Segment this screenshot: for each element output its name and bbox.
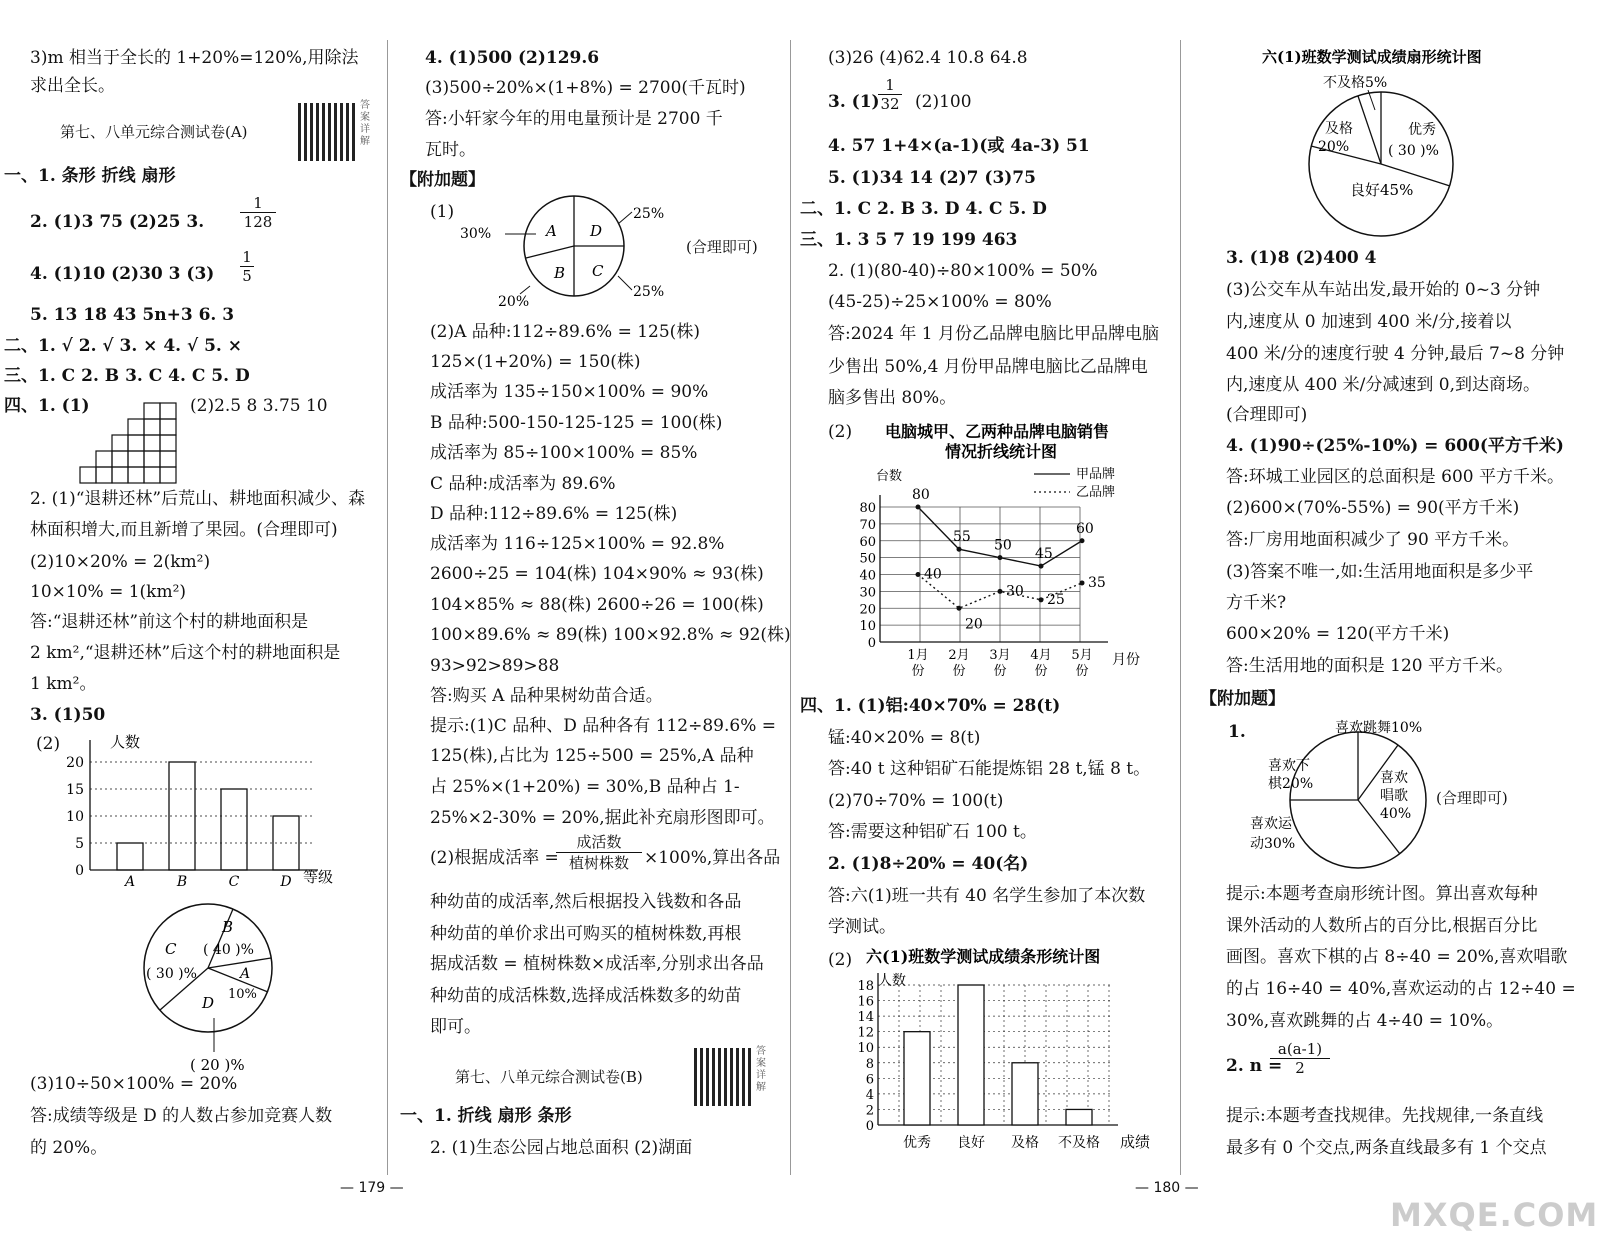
y-tick-label: 10 <box>66 809 84 825</box>
y-tick-label: 6 <box>865 1072 874 1088</box>
text-line: (2)A 品种:112÷89.6% = 125(株) <box>430 322 700 342</box>
stair-square <box>160 403 176 419</box>
bar-c-title: 六(1)班数学测试成绩条形统计图 <box>866 947 1101 966</box>
stair-square <box>144 451 160 467</box>
qr-code <box>298 103 356 161</box>
text-line: 成活率为 85÷100×100% = 85% <box>430 443 698 463</box>
line-c-legend1: 甲品牌 <box>1076 467 1116 482</box>
hint-line: (2)根据成活率 = <box>430 848 559 868</box>
text-line: 答:小轩家今年的用电量预计是 2700 千 <box>425 109 723 129</box>
pie-a-pct-a: 10% <box>228 987 257 1002</box>
answer-line: 四、1. (1) <box>4 396 90 416</box>
x-tick-label: D <box>280 874 292 890</box>
hint-line: 种幼苗的成活率,然后根据投入钱数和各品 <box>430 892 742 912</box>
text-line: (3)公交车从车站出发,最开始的 0~3 分钟 <box>1226 280 1541 300</box>
stair-square <box>128 435 144 451</box>
text-line: 400 米/分的速度行驶 4 分钟,最后 7~8 分钟 <box>1226 344 1565 364</box>
stair-square <box>144 403 160 419</box>
x-tick-label: 1月 <box>907 648 929 663</box>
data-point <box>1080 580 1085 585</box>
qr-label: 答案详解 <box>756 1046 766 1093</box>
fraction-denominator: 5 <box>240 266 254 285</box>
stair-square <box>128 451 144 467</box>
stair-square <box>112 435 128 451</box>
fraction-denominator: 植树株数 <box>556 852 642 873</box>
text-line: D 品种:112÷89.6% = 125(株) <box>430 504 678 524</box>
hint-line: 提示:(1)C 品种、D 品种各有 112÷89.6% = <box>430 716 777 736</box>
y-tick-label: 0 <box>75 863 84 879</box>
y-tick-label: 60 <box>859 534 876 550</box>
answer-line: 3. (1)8 (2)400 4 <box>1226 248 1377 268</box>
answer-line: 二、1. C 2. B 3. D 4. C 5. D <box>800 199 1047 219</box>
hint-line: 25%×2-30% = 20%,据此补充扇形图即可。 <box>430 808 775 828</box>
fraction <box>240 248 254 285</box>
x-tick-label: 良好 <box>957 1135 985 1151</box>
hint-line: 30%,喜欢跳舞的占 4÷40 = 10%。 <box>1226 1011 1504 1031</box>
text-line: (3)500÷20%×(1+8%) = 2700(千瓦时) <box>425 78 746 98</box>
hint-line: 画图。喜欢下棋的占 8÷40 = 20%,喜欢唱歌 <box>1226 947 1568 967</box>
pie-d-title: 六(1)班数学测试成绩扇形统计图 <box>1262 48 1482 66</box>
x-tick-label: A <box>124 874 136 890</box>
answer-line: 2. (1)8÷20% = 40(名) <box>828 854 1029 874</box>
text-line: 的 20%。 <box>30 1138 108 1158</box>
pie-chart-e <box>1240 718 1440 878</box>
note: (合理即可) <box>1436 789 1508 807</box>
pie-e-chess-2: 棋20% <box>1268 776 1314 792</box>
bar-c-xlabel: 成绩 <box>1120 1133 1151 1151</box>
fraction-denominator: 128 <box>240 212 276 231</box>
page-number: 180 <box>1153 1180 1181 1196</box>
page-number: 179 <box>358 1180 386 1196</box>
text-line: (1) <box>430 202 455 222</box>
data-label: 30 <box>1006 583 1024 600</box>
text-line: 93>92>89>88 <box>430 656 560 676</box>
answer-line: 4. 57 1+4×(a-1)(或 4a-3) 51 <box>828 136 1090 156</box>
text-line: (2) <box>828 422 853 442</box>
text-line: 104×85% ≈ 88(株) 2600÷26 = 100(株) <box>430 595 764 615</box>
answer-line: (2)100 <box>915 92 972 112</box>
text-line: 答:环城工业园区的总面积是 600 平方千米。 <box>1226 467 1564 487</box>
y-tick-label: 0 <box>865 1119 874 1134</box>
line-c-ylabel: 台数 <box>876 469 903 484</box>
stair-square <box>96 451 112 467</box>
x-tick-label: 及格 <box>1011 1135 1039 1151</box>
text-line: 100×89.6% ≈ 89(株) 100×92.8% ≈ 92(株) <box>430 625 791 645</box>
stair-square <box>144 419 160 435</box>
pie-d-good: 良好45% <box>1350 181 1414 199</box>
data-point <box>957 547 962 552</box>
stair-square <box>128 467 144 483</box>
text-line: 脑多售出 80%。 <box>828 388 957 408</box>
text-line: (2) <box>36 734 61 754</box>
bar-a-xlabel: 等级 <box>303 868 334 886</box>
answer-line: 四、1. (1)铝:40×70% = 28(t) <box>800 696 1061 716</box>
answer-line: 3. (1)50 <box>30 705 106 725</box>
fraction <box>1270 1040 1330 1077</box>
pie-e-dance: 喜欢跳舞10% <box>1335 720 1423 736</box>
x-tick-label: 份 <box>1075 664 1089 679</box>
text-line: 内,速度从 400 米/分减速到 0,到达商场。 <box>1226 375 1541 395</box>
y-tick-label: 2 <box>865 1103 874 1119</box>
fraction-numerator: a(a-1) <box>1277 1040 1323 1058</box>
bar <box>958 985 984 1125</box>
stair-square <box>160 467 176 483</box>
column-divider <box>387 40 388 1175</box>
data-point <box>916 572 921 577</box>
bar <box>1066 1109 1092 1125</box>
line-c-xlabel: 月份 <box>1112 652 1140 668</box>
hint-line: 课外活动的人数所占的百分比,根据百分比 <box>1226 916 1538 936</box>
hint-line: ×100%,算出各品 <box>644 848 781 868</box>
section-title-a: 第七、八单元综合测试卷(A) <box>60 123 248 141</box>
y-tick-label: 8 <box>865 1056 874 1072</box>
data-point <box>998 589 1003 594</box>
column-divider <box>790 40 791 1175</box>
page-number-left: — 179 — <box>340 1180 404 1196</box>
stair-square <box>80 467 96 483</box>
hint-line: 种幼苗的单价求出可购买的植树株数,再根 <box>430 924 742 944</box>
answer-line: 2. (1)3 75 (2)25 3. <box>30 212 205 232</box>
x-tick-label: 份 <box>952 664 966 679</box>
text-line: 10×10% = 1(km²) <box>30 582 187 602</box>
section-title-b: 第七、八单元综合测试卷(B) <box>455 1068 643 1086</box>
bar-c-ylabel: 人数 <box>878 973 906 989</box>
pie-b-label-25b: 25% <box>633 284 665 300</box>
note: (合理即可) <box>686 238 758 256</box>
pie-e-sing-2: 唱歌 <box>1380 788 1408 804</box>
qr-label: 答案详解 <box>360 100 370 147</box>
y-tick-label: 20 <box>859 602 876 618</box>
text-line: (45-25)÷25×100% = 80% <box>828 292 1052 312</box>
y-tick-label: 10 <box>859 619 876 635</box>
pie-d-exc-pct: ( 30 )% <box>1388 143 1439 159</box>
bar <box>1012 1063 1038 1125</box>
data-label: 40 <box>924 566 942 583</box>
data-point <box>1039 564 1044 569</box>
pie-b-label-d: D <box>590 222 603 240</box>
pie-a-label-d: D <box>202 994 215 1012</box>
pie-chart-a <box>130 900 290 1080</box>
pie-d-pass-pct: 20% <box>1318 139 1350 155</box>
answer-line: 5. (1)34 14 (2)7 (3)75 <box>828 168 1036 188</box>
y-tick-label: 14 <box>857 1010 874 1026</box>
line-c-title1: 电脑城甲、乙两种品牌电脑销售 <box>885 422 1110 441</box>
pie-b-label-30: 30% <box>460 226 492 242</box>
pie-a-label-a: A <box>240 966 251 982</box>
pie-a-pct-b: ( 40 )% <box>203 942 254 958</box>
hint-line: 种幼苗的成活株数,选择成活株数多的幼苗 <box>430 986 742 1006</box>
stair-square <box>160 419 176 435</box>
y-tick-label: 0 <box>867 636 876 651</box>
y-tick-label: 50 <box>859 551 876 567</box>
text-line: 成活率为 116÷125×100% = 92.8% <box>430 534 725 554</box>
text-line: 2. (1)生态公园占地总面积 (2)湖面 <box>430 1138 693 1158</box>
text-line: (3)答案不唯一,如:生活用地面积是多少平 <box>1226 562 1534 582</box>
column-divider <box>1180 40 1181 1175</box>
x-tick-label: 不及格 <box>1058 1135 1100 1151</box>
pie-e-chess-1: 喜欢下 <box>1268 758 1310 774</box>
text-line: (3)26 (4)62.4 10.8 64.8 <box>828 48 1028 68</box>
y-tick-label: 5 <box>75 836 84 852</box>
y-tick-label: 10 <box>857 1041 874 1057</box>
hint-line: 提示:本题考查扇形统计图。算出喜欢每种 <box>1226 884 1538 904</box>
bonus-heading: 【附加题】 <box>1200 689 1285 709</box>
text-line: B 品种:500-150-125-125 = 100(株) <box>430 413 723 433</box>
y-tick-label: 40 <box>859 568 876 584</box>
fraction-numerator: 1 <box>242 248 252 266</box>
text-line: 3)m 相当于全长的 1+20%=120%,用除法 <box>30 48 359 68</box>
x-tick-label: 3月 <box>989 648 1011 663</box>
x-tick-label: 5月 <box>1071 648 1093 663</box>
answer-line: 一、1. 条形 折线 扇形 <box>4 166 176 186</box>
pie-e-sport-2: 动30% <box>1250 836 1296 852</box>
text-line: (2)600×(70%-55%) = 90(平方千米) <box>1226 498 1520 518</box>
y-tick-label: 30 <box>859 585 876 601</box>
pie-a-pct-c: ( 30 )% <box>146 966 197 982</box>
text-line: 答:“退耕还林”前这个村的耕地面积是 <box>30 612 309 632</box>
answer-line: 三、1. 3 5 7 19 199 463 <box>800 230 1018 250</box>
data-label: 45 <box>1035 546 1053 563</box>
bonus-heading: 【附加题】 <box>400 170 485 190</box>
text-line: (2)10×20% = 2(km²) <box>30 552 211 572</box>
stair-square <box>96 467 112 483</box>
text-line: 2600÷25 = 104(株) 104×90% ≈ 93(株) <box>430 564 764 584</box>
bar <box>117 843 143 870</box>
answer-line: 3. (1) <box>828 92 880 112</box>
text-line: 答:需要这种铝矿石 100 t。 <box>828 822 1037 842</box>
fraction-denominator: 2 <box>1270 1058 1330 1077</box>
data-point <box>1039 597 1044 602</box>
text-line: 答:2024 年 1 月份乙品牌电脑比甲品牌电脑 <box>828 324 1160 344</box>
y-tick-label: 70 <box>859 517 876 533</box>
text-line: 求出全长。 <box>30 76 115 96</box>
answer-line: 2. n = <box>1226 1056 1283 1076</box>
data-point <box>916 505 921 510</box>
text-line: 方千米? <box>1226 593 1287 613</box>
watermark: MXQE.COM <box>1390 1196 1599 1234</box>
data-label: 80 <box>912 487 930 503</box>
hint-line: 的占 16÷40 = 40%,喜欢运动的占 12÷40 = <box>1226 979 1576 999</box>
text-line: C 品种:成活率为 89.6% <box>430 474 616 494</box>
bar-a-ylabel: 人数 <box>110 733 141 751</box>
stair-square <box>112 451 128 467</box>
y-tick-label: 18 <box>857 979 874 994</box>
stair-square <box>128 419 144 435</box>
pie-chart-b <box>460 190 690 310</box>
fraction-numerator: 成活数 <box>576 833 622 851</box>
hint-line: 最多有 0 个交点,两条直线最多有 1 个交点 <box>1226 1138 1547 1158</box>
y-tick-label: 20 <box>66 755 84 771</box>
text-line: 2. (1)“退耕还林”后荒山、耕地面积减少、森 <box>30 489 366 509</box>
text-line: 1 km²。 <box>30 674 97 694</box>
x-tick-label: 份 <box>993 664 1007 679</box>
staircase-figure <box>80 395 180 487</box>
y-tick-label: 4 <box>865 1087 874 1103</box>
answer-line: 三、1. C 2. B 3. C 4. C 5. D <box>4 366 250 386</box>
pie-e-sing-1: 喜欢 <box>1380 770 1408 786</box>
stair-square <box>144 435 160 451</box>
hint-line: 据成活数 = 植树株数×成活率,分别求出各品 <box>430 954 764 974</box>
data-label: 35 <box>1088 574 1106 591</box>
text-line: 瓦时。 <box>425 140 476 160</box>
fraction <box>878 76 902 113</box>
answer-line: (2)2.5 8 3.75 10 <box>190 396 328 416</box>
bar-chart-a <box>60 730 360 895</box>
answer-line: 5. 13 18 43 5n+3 6. 3 <box>30 305 235 325</box>
data-label: 20 <box>965 616 983 633</box>
data-point <box>998 555 1003 560</box>
text-line: 学测试。 <box>828 917 896 937</box>
answer-line: 4. (1)10 (2)30 3 (3) <box>30 264 215 284</box>
pie-e-sing-3: 40% <box>1380 806 1412 822</box>
hint-line: 125(株),占比为 125÷500 = 25%,A 品种 <box>430 746 754 766</box>
pie-d-fail: 不及格5% <box>1323 75 1388 91</box>
stair-square <box>160 451 176 467</box>
stair-square <box>112 467 128 483</box>
line-chart-c <box>840 420 1170 685</box>
pie-b-label-25a: 25% <box>633 206 665 222</box>
pie-d-pass: 及格 <box>1325 121 1353 137</box>
pie-a-label-b: B <box>222 918 234 936</box>
pie-a-label-c: C <box>165 940 177 958</box>
fraction <box>240 194 276 231</box>
text-line: 少售出 50%,4 月份甲品牌电脑比乙品牌电 <box>828 357 1148 377</box>
stair-square <box>144 467 160 483</box>
data-point <box>1080 538 1085 543</box>
y-tick-label: 16 <box>857 994 874 1010</box>
qr-code <box>694 1048 752 1106</box>
x-tick-label: 4月 <box>1030 648 1052 663</box>
pie-a-pct-d: ( 20 )% <box>190 1056 245 1074</box>
x-tick-label: 优秀 <box>903 1135 931 1151</box>
pie-b-label-20: 20% <box>498 294 530 310</box>
fraction <box>556 832 642 873</box>
bar <box>221 789 247 870</box>
pie-b-label-a: A <box>546 222 557 240</box>
y-tick-label: 12 <box>857 1025 874 1041</box>
pie-b-label-b: B <box>554 264 566 282</box>
x-tick-label: 2月 <box>948 648 970 663</box>
text-line: (3)10÷50×100% = 20% <box>30 1074 238 1094</box>
answer-line: 一、1. 折线 扇形 条形 <box>400 1106 572 1126</box>
text-line: (合理即可) <box>1226 405 1308 425</box>
text-line: 成活率为 135÷150×100% = 90% <box>430 382 709 402</box>
text-line: (2) <box>828 950 853 970</box>
pie-chart-d <box>1240 40 1570 240</box>
data-label: 50 <box>994 537 1012 554</box>
text-line: 答:购买 A 品种果树幼苗合适。 <box>430 686 663 706</box>
data-label: 25 <box>1047 591 1065 608</box>
text-line: (2)70÷70% = 100(t) <box>828 791 1004 811</box>
answer-line: 1. <box>1228 722 1246 742</box>
text-line: 答:厂房用地面积减少了 90 平方千米。 <box>1226 530 1520 550</box>
text-line: 答:生活用地的面积是 120 平方千米。 <box>1226 656 1513 676</box>
text-line: 125×(1+20%) = 150(株) <box>430 352 641 372</box>
text-line: 答:成绩等级是 D 的人数占参加竞赛人数 <box>30 1106 333 1126</box>
data-label: 60 <box>1076 520 1094 537</box>
fraction-numerator: 1 <box>253 194 263 212</box>
x-tick-label: 份 <box>1034 664 1048 679</box>
hint-line: 提示:本题考查找规律。先找规律,一条直线 <box>1226 1106 1544 1126</box>
stair-square <box>160 435 176 451</box>
data-point <box>957 606 962 611</box>
x-tick-label: C <box>228 874 240 890</box>
text-line: 2 km²,“退耕还林”后这个村的耕地面积是 <box>30 643 341 663</box>
x-tick-label: B <box>176 874 188 890</box>
text-line: 锰:40×20% = 8(t) <box>828 728 981 748</box>
pie-b-label-c: C <box>592 262 604 280</box>
data-label: 55 <box>953 529 971 546</box>
text-line: 2. (1)(80-40)÷80×100% = 50% <box>828 261 1098 281</box>
page-number-right: — 180 — <box>1135 1180 1199 1196</box>
hint-line: 即可。 <box>430 1017 481 1037</box>
answer-line: 二、1. √ 2. √ 3. × 4. √ 5. × <box>4 336 243 356</box>
x-tick-label: 份 <box>911 664 925 679</box>
y-tick-label: 15 <box>66 782 84 798</box>
line-c-legend2: 乙品牌 <box>1076 485 1116 500</box>
text-line: 内,速度从 0 加速到 400 米/分,接着以 <box>1226 312 1512 332</box>
y-tick-label: 80 <box>859 501 876 516</box>
bar-chart-c <box>840 945 1170 1165</box>
text-line: 林面积增大,而且新增了果园。(合理即可) <box>30 520 338 540</box>
fraction-denominator: 32 <box>878 94 902 113</box>
pie-d-exc: 优秀 <box>1408 122 1436 138</box>
bar <box>904 1032 930 1125</box>
hint-line: 占 25%×(1+20%) = 30%,B 品种占 1- <box>430 777 740 797</box>
text-line: 答:40 t 这种铝矿石能提炼铝 28 t,锰 8 t。 <box>828 759 1151 779</box>
answer-line: 4. (1)90÷(25%-10%) = 600(平方千米) <box>1226 436 1564 456</box>
fraction-numerator: 1 <box>885 76 895 94</box>
pie-e-sport-1: 喜欢运 <box>1250 816 1292 832</box>
text-line: 600×20% = 120(平方千米) <box>1226 624 1450 644</box>
answer-line: 4. (1)500 (2)129.6 <box>425 48 600 68</box>
text-line: 答:六(1)班一共有 40 名学生参加了本次数 <box>828 886 1146 906</box>
line-c-title2: 情况折线统计图 <box>945 442 1058 461</box>
